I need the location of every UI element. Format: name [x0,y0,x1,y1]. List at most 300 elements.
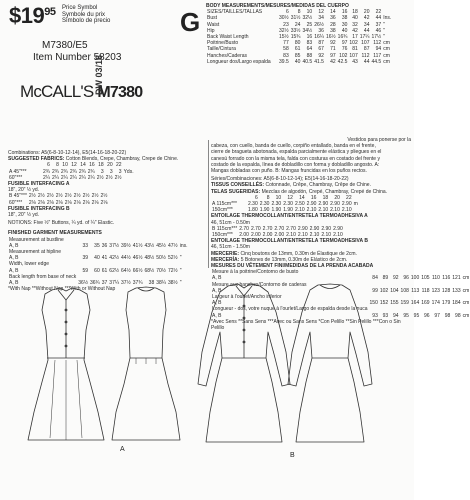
row-label: Bust [207,15,218,22]
row-unit: Ins. [383,15,392,22]
row-value: 45½ [156,242,166,249]
row-value: 46 [375,27,382,34]
row-label: B 45"*** [9,193,27,200]
row-value: 77 [283,40,289,47]
row-value: 40 [341,27,348,34]
table-row [8,193,110,199]
row-value: 133 [452,287,461,294]
combinations: Combinations: A5(6-8-10-12-14), E5(14-16-18-20-22) [8,150,127,156]
row-value: 2½ [82,193,90,200]
row-label: 60"*** [9,174,23,181]
row-value: 36¾ [90,280,100,287]
row-value: 2⅛ [82,199,90,206]
row-value: 2½ [91,193,99,200]
row-unit: " [383,34,385,41]
price: $\$19^{95}$ [9,3,56,28]
notions: NOTIONS: Five ½" Buttons, ¼ yd. of ¼" Elastic. [8,220,115,227]
row-value: 2⅛ [91,199,99,206]
row-value: 39.5 [279,58,289,65]
size-letter: G [180,7,201,37]
row-value: 1.90 [271,207,282,214]
row-value: 155 [390,300,399,307]
row-value: 92 [330,40,336,47]
row-value: 2⅛ [28,199,36,206]
row-value: 44½ [121,255,131,262]
row-value: 2.00 [239,232,249,239]
row-value: 2⅛ [100,199,108,206]
row-value: 2½ [105,174,113,181]
row-unit: " [179,280,182,287]
row-value: 102 [339,52,348,59]
row-value: 93 [372,312,378,319]
row-value: 2.30 [283,201,293,208]
row-value: 110 [431,275,440,282]
row-label: Measurement at bustline [9,236,64,243]
row-value: 2½ [37,193,45,200]
row-value: 2⅛ [37,199,45,206]
row-label: A, B [212,287,222,294]
row-value: 2¾ [87,168,95,175]
row-value: 2¾ [51,168,59,175]
row-value: 121 [452,275,461,282]
row-value: 42 [352,27,358,34]
row-value: 150 [369,300,378,307]
row-label: A, B [9,280,19,287]
row-value: 2.90 [341,201,352,208]
row-unit: " [383,27,385,34]
row-label: 60"*** [9,199,23,206]
row-value: 32½ [279,27,289,34]
row-value: 2.10 [333,232,343,239]
row-value: 81 [352,46,358,53]
row-value: 2¾ [69,168,77,175]
row-value: 37¼ [109,280,120,287]
sizes-row: SIZES/TAILLES/TALLAS 6 8 10 12 14 16 18 20 22 [207,9,382,16]
row-value: 2.70 [274,225,285,232]
row-value: 116 [442,275,451,282]
row-value: 96 [424,312,430,319]
row-value: 62½ [109,267,120,274]
row-value: 2½ [114,174,122,181]
row-unit: " [179,255,182,262]
row-value: 40 [352,15,358,22]
row-value: 2.00 [250,232,261,239]
row-value: 2.10 [306,207,317,214]
row-label: Width, lower edge [9,261,50,268]
row-value: 2.50 [294,201,305,208]
row-value: 2.90 [297,225,308,232]
row-label: 150cm*** [212,232,233,239]
row-value: 100 [410,275,420,282]
row-value: 2¼ [51,174,59,181]
row-value: 112 [373,40,382,47]
row-value: 92 [318,52,324,59]
row-value: 1.90 [283,207,293,214]
row-value: 16¾ [337,34,348,41]
row-value: 70½ [156,267,166,274]
row-value: 47½ [167,242,178,249]
row-value: 2.70 [262,225,273,232]
metric-fabric-table: 6 8 10 12 14 16 18 20 22 A 115cm*** 2.30 2.30 2.30 2.30 2.50 2.90 2.90 2.90 2.90 m 150cm*** 1.80 1.90 1.90 1.90 2.10 2.10 2.10 2.10 2.10 [212,194,358,214]
row-value: 96 [403,275,409,282]
row-value: 50½ [156,255,166,262]
row-label: A, B [212,312,222,319]
row-value: 83 [283,52,289,59]
row-value: 152 [379,300,389,307]
row-value: 42 [363,15,370,22]
row-value: 159 [400,300,409,307]
row-value: 2¾ [60,168,68,175]
row-unit: cm [383,52,390,59]
row-value: 93 [382,312,389,319]
row-value: 61 [294,46,301,53]
row-unit: cm [462,275,470,282]
row-value: 123 [431,287,440,294]
row-unit: ins. [179,242,188,249]
row-value: 39 [82,255,88,262]
row-value: 16¼ [314,34,324,41]
row-value: 2.70 [250,225,261,232]
row-value: 68½ [144,267,155,274]
row-value: 42 [330,58,336,65]
row-value: 2¾ [43,168,50,175]
row-value: 2½ [64,193,72,200]
fabric-table-b [8,193,110,205]
row-value: 95 [403,312,409,319]
row-unit: cm [462,312,470,319]
row-value: 72½ [167,267,178,274]
row-value: 66½ [132,267,143,274]
row-unit: cm [462,287,470,294]
row-value: 36 [101,242,108,249]
row-value: 34 [318,15,324,22]
table-row [206,59,392,65]
row-value: 164 [410,300,420,307]
row-value: 30 [341,21,348,28]
row-value: 2.70 [239,225,249,232]
row-label: A, B [212,300,222,307]
row-value: 2¼ [69,174,77,181]
row-value: 41 [101,255,108,262]
row-label: A, B [9,242,19,249]
row-value: 36½ [78,280,88,287]
row-value: 2.10 [341,207,352,214]
row-value: 89 [382,275,389,282]
row-value: 97 [330,52,336,59]
row-value: 1.80 [248,207,258,214]
row-value: 98 [455,312,461,319]
row-value: 37 [375,21,382,28]
row-value: 102 [379,287,389,294]
view-a-back-drawing [112,287,180,440]
row-value: 40.5 [302,58,313,65]
row-value: 38 [341,15,348,22]
row-value: 2½ [96,174,104,181]
row-label: Waist [207,21,220,28]
row-label: Measurement at hipline [9,249,61,256]
row-value: 105 [421,275,430,282]
row-value: 44 [363,27,370,34]
row-value: 36 [330,15,336,22]
row-value: 2⅛ [64,199,72,206]
row-value: 31½ [290,15,301,22]
row-label: Taille/Cintura [207,46,236,53]
date-stamp: DW 03/16 [94,54,104,95]
row-value: 60 [94,267,100,274]
table-row [206,53,392,59]
right-column: Vestidos para ponerse por la cabeza, con cuello, banda de cuello, corpiño entallado, banda en el frente, cierre de bragueta abotonada, espalda parcialmente elástica y pliegues en el canesú forrado con la misma tela, falda con costuras en costado del frente y costado de la espalda, línea de dobladillo con forma y dobladillo angosto. A: Mangas dobladas con puño. B: Mangas fruncidas en los puños rectos. Séries/Combinaciones: A5(6-8-10-12-14); E5(14-16-18-20-22) TISSUS CONSEILLÉS: Cotonnade, Crêpe, Chambray, Crêpe de Chine. TELAS SUGERIDAS: Mezclas de algodón, Crepé, Chambray, Crepé de China. 6 8 10 12 14 16 18 20 22 A 115cm*** 2.30 2.30 2.30 2.30 2.50 2.90 2.90 2.90 2.90 m 150cm*** 1.80 1.90 1.90 1.90 2.10 2.10 2.10 2.10 2.10 ENTOILAGE THERMOCOLLANT/ENTRETELA TERMOADHESIVA A 46, 51cm - 0.50m B 115cm*** 2.70 2.70 2.70 2.70 2.70 2.90 2.90 2.90 2.90 150cm*** 2.00 2.00 2.00 2.00 2.10 2.10 2.10 2.10 2.10 ENTOILAGE THERMOCOLLANT/ENTRETELA TERMOADHESIVA B 46, 51cm - 1.50m MERCERIE: Cinq boutons de 13mm, 0.30m de Élastique de 2cm. MERCERÍA: 5 Botones de 13mm, 0.30m de Elástico de 2cm. MESURES DU VÊTEMENT FINI/MEDIDAS DE LA PRENDA ACABADA Mesure à la poitrine/Contorno de busto A, B 84 89 92 96 100 105 110 116 121 cm Mesure aux hanches/Contorno de caderas A, B 99 102 104 108 113 118 123 128 133 cm Largeur à l'ourlet/Ancho inferior A, B 150 152 155 159 164 169 174 179 184 cm Longueur - dos, votre nuque à l'ourlet/Largo de espalda desde la nuca A, B 93 93 94 95 95 96 97 98 98 cm *Avec Sens **Sans Sens ***Avec ou Sans Sens *Con Pelillo **Sin Pelillo ***Con o Sin Pelillo [211,137,470,332]
row-value: 2⅛ [55,199,63,206]
row-value: 2¼ [78,174,86,181]
body-measurements-table [206,9,392,65]
row-value: 92 [392,275,399,282]
row-value: 26½ [314,21,324,28]
row-value: 2.10 [318,207,329,214]
row-value: 43½ [144,242,155,249]
row-label: Hip [207,27,215,34]
row-value: 15½ [279,34,289,41]
row-value: 46½ [132,255,143,262]
row-value: 42½ [109,255,120,262]
row-value: 174 [431,300,440,307]
row-value: 2.90 [321,225,332,232]
row-unit: cm [383,40,390,47]
view-b-back-drawing [288,284,372,442]
row-value: 95 [413,312,420,319]
row-value: 35 [94,242,100,249]
row-value: 23 [283,21,289,28]
row-label: Mesure aux hanches/Contorno de caderas [212,281,307,288]
row-value: 37 [101,280,108,287]
row-value: 2.90 [318,201,329,208]
row-value: 128 [441,287,451,294]
body-measurements-title: BODY MEASUREMENTS/MESURES/MEDIDAS DEL CUERPO [206,3,349,9]
mesures-title: MESURES DU VÊTEMENT FINI/MEDIDAS DE LA PRENDA ACABADA [211,263,374,270]
row-label: Longueur dos/Largo espalda [207,58,271,65]
row-value: 102 [349,40,358,47]
row-value: 34½ [302,27,313,34]
row-value: 94 [392,312,399,319]
row-value: 2.10 [297,232,308,239]
row-value: 2.00 [262,232,273,239]
row-label: Back Waist Length [207,34,249,41]
row-unit: cm [383,58,390,65]
row-value: 83 [306,40,313,47]
row-label: Mesure à la poitrine/Contorno de busto [212,269,299,276]
row-value: 118 [421,287,430,294]
row-value: 2½ [46,193,54,200]
row-value: 107 [361,40,370,47]
row-label: Poitrine/Busto [207,40,239,47]
row-value: 39½ [121,242,131,249]
item-number: Item Number 58203 [33,52,122,63]
row-value: 179 [441,300,451,307]
row-value: 2½ [28,193,36,200]
row-label: A 115cm*** [212,201,237,208]
row-value: 2.10 [286,232,296,239]
row-value: 38½ [167,280,178,287]
row-value: 3 [100,168,104,175]
row-value: 2.10 [321,232,332,239]
row-unit: cm [383,46,390,53]
row-label: A, B [9,267,19,274]
row-value: 37½ [109,242,120,249]
description-es: Vestidos para ponerse por la cabeza, con cuello, banda de cuello, corpiño entallado, banda en el frente, cierre de bragueta abotonada, espalda parcialmente elástica y pliegues en el canesú forrado con la misma tela, falda con costuras en costado del frente y costado de la espalda, línea de dobladillo con forma y dobladillo angosto. A: Mangas dobladas con puño. B: Mangas fruncidas en los puños rectos. [211,137,411,175]
dress-illustrations [0,272,414,500]
row-unit: m [353,201,358,208]
row-value: 3 [118,168,122,175]
row-value: 108 [400,287,409,294]
row-label: Longueur - dos, votre nuque à l'ourlet/Largo de espalda desde la nuca [212,306,368,313]
row-value: 33 [82,242,88,249]
row-value: 61 [101,267,108,274]
row-value: 76 [341,46,348,53]
row-label: A, B [212,275,222,282]
row-value: 2.70 [286,225,296,232]
row-value: 2½ [73,193,81,200]
row-value: 97 [434,312,440,319]
fusible-interfacing-b: FUSIBLE INTERFACING B [8,205,70,212]
row-value: 87 [363,46,370,53]
view-a-label: A [120,446,125,453]
row-label: Hanches/Caderas [207,52,248,59]
row-value: 3 [109,168,113,175]
row-value: 2⅛ [46,199,54,206]
row-value: 37½ [121,280,131,287]
row-value: 2.10 [309,232,320,239]
row-value: 113 [411,287,420,294]
row-value: 184 [452,300,461,307]
row-value: 104 [390,287,399,294]
row-unit: cm [462,300,470,307]
row-unit: " [179,267,182,274]
row-value: 80 [294,40,301,47]
row-value: 107 [349,52,358,59]
view-a-front-drawing [28,288,104,440]
row-value: 38 [330,27,336,34]
fabric-table: 6 8 10 12 14 16 18 20 22 A 45"*** 2¾ 2¾ 2¾ 2¾ 2¾ 2¾ 3 3 3 Yds. 60"*** 2¼ 2¼ 2¼ 2¼ 2¼ 2¼ 2½ 2½ 2½ [9,162,134,181]
row-value: 2¼ [87,174,95,181]
row-value: 38¼ [156,280,166,287]
row-value: 25 [306,21,313,28]
row-value: 85 [294,52,301,59]
row-value: 48½ [144,255,155,262]
row-value: 2.30 [248,201,258,208]
row-value: 2.10 [294,207,305,214]
row-value: 87 [318,40,324,47]
row-value: 2.00 [274,232,285,239]
row-value: 2.90 [309,225,320,232]
row-value: 97 [341,40,348,47]
row-value: 84 [372,275,378,282]
row-value: 42.5 [337,58,348,65]
row-value: 41½ [132,242,143,249]
row-value: 58 [283,46,289,53]
row-value: 17½ [371,34,382,41]
row-value: 71 [330,46,336,53]
row-label: B 115cm*** [212,225,238,232]
table-row [206,46,392,52]
row-value: 38 [148,280,155,287]
row-label: Largeur à l'ourlet/Ancho inferior [212,294,282,301]
row-value: 1.90 [259,207,270,214]
row-value: 88 [306,52,313,59]
row-value: 30½ [279,15,289,22]
row-value: 17¼ [359,34,370,41]
row-value: 44 [363,58,370,65]
row-value: 24 [294,21,301,28]
brand-logo: McCALL'S M7380 [20,82,143,101]
row-value: 2⅛ [73,199,81,206]
row-value: 36 [318,27,324,34]
row-unit: " [383,21,385,28]
row-value: 94 [375,46,382,53]
row-value: 64½ [121,267,131,274]
row-value: 32½ [302,15,313,22]
column-divider [208,140,209,268]
body-measurements [206,3,392,65]
left-column: Combinations: A5(6-8-10-12-14), E5(14-16-18-20-22) SUGGESTED FABRICS: Cotton Blends, Crepe, Chambray, Crepe de Chine. 6 8 10 12 14 16 18 20 22 A 45"*** 2¾ 2¾ 2¾ 2¾ 2¾ 2¾ 3 3 3 Yds. 60"*** 2¼ 2¼ 2¼ 2¼ 2¼ 2¼ 2½ 2½ 2½ FUSIBLE INTERFACING A 18", 20" ½ yd. B 45"*** 2½ 2½ 2½ 2½ 2½ 2½ 2½ 2½ 2½ 60"*** 2⅛ 2⅛ 2⅛ 2⅛ 2⅛ 2⅛ 2⅛ 2⅛ 2⅛ FUSIBLE INTERFACING B 18", 20" ½ yd. NOTIONS: Five ½" Buttons, ¼ yd. of ¼" Elastic. FINISHED GARMENT MEASUREMENTS Measurement at bustline A, B 33 35 36 37½ 39½ 41½ 43½ 45½ 47½ ins. Measurement at hipline A, B 39 40 41 42½ 44½ 46½ 48½ 50½ 52½ " Width, lower edge A, B 59 60 61 62½ 64½ 66½ 68½ 70½ 72½ " Back length from base of neck A, B 36½ 36¾ 37 37¼ 37½ 37¾ 38 38¼ 38½ " *With Nap **Without Nap ***With or Without Nap [8,150,206,292]
row-value: 2.90 [333,225,343,232]
row-value: 169 [421,300,430,307]
row-value: 52½ [167,255,178,262]
row-label: A 45"*** [9,168,27,175]
row-value: 17 [352,34,358,41]
price-symbol-label: Price Symbol Symbole du prix Símbolo de precio [62,5,111,24]
row-value: 2.10 [330,207,340,214]
row-value: 2¾ [78,168,86,175]
row-value: 16½ [325,34,336,41]
row-value: 32 [352,21,358,28]
row-value: 40 [94,255,100,262]
nap-note: *With Nap **Without Nap ***With or Without Nap [8,286,116,293]
row-value: 2.90 [306,201,317,208]
pattern-code: M7380/E5 [42,40,88,51]
row-value: 28 [330,21,336,28]
row-value: 37¾ [132,280,143,287]
row-value: 44.5 [371,58,382,65]
row-value: 67 [318,46,324,53]
row-value: 117 [373,52,382,59]
row-value: 2.30 [271,201,282,208]
row-value: 15¾ [290,34,301,41]
row-label: A, B [9,255,19,262]
row-value: 41.5 [314,58,324,65]
view-b-front-drawing [198,284,290,442]
row-value: 99 [372,287,378,294]
row-unit: Yds. [123,168,134,175]
row-value: 64 [306,46,313,53]
finished-measurements-title: FINISHED GARMENT MEASUREMENTS [8,230,102,237]
row-value: 2¼ [43,174,50,181]
row-label: Back length from base of neck [9,273,77,280]
row-value: 112 [361,52,370,59]
suggested-fabrics: SUGGESTED FABRICS: Cotton Blends, Crepe, Chambray, Crepe de Chine. [8,156,179,163]
row-value: 98 [444,312,451,319]
view-b-label: B [290,452,295,459]
row-label: 150cm*** [212,207,233,214]
row-value: 40 [294,58,301,65]
row-value: 2½ [55,193,63,200]
row-value: 59 [82,267,88,274]
row-value: 16 [306,34,313,41]
fusible-interfacing-a: FUSIBLE INTERFACING A [8,181,70,188]
row-value: 2.30 [259,201,270,208]
row-value: 2½ [100,193,108,200]
row-value: 2.90 [330,201,340,208]
row-value: 43 [352,58,358,65]
row-value: 34 [363,21,370,28]
